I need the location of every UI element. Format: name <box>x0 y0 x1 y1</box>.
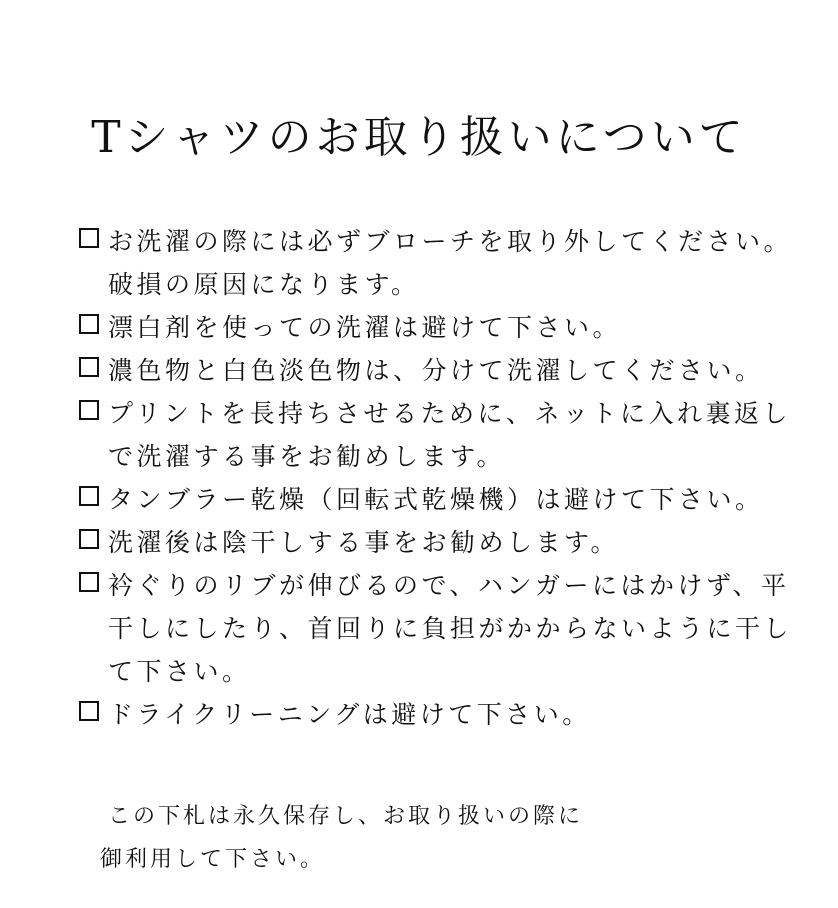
checkbox-icon <box>79 572 99 592</box>
list-item-separate-colors <box>78 349 808 392</box>
checkbox-icon <box>79 486 99 506</box>
item-text: 洗濯後は陰干しする事をお勧めします。 <box>108 528 620 557</box>
footer-note <box>100 795 583 881</box>
item-text: プリントを長持ちさせるために、ネットに入れ裏返しで洗濯する事をお勧めします。 <box>108 399 792 471</box>
item-text: 衿ぐりのリブが伸びるので、ハンガーにはかけず、平干しにしたり、首回りに負担がかからないように干して下さい。 <box>108 571 793 686</box>
list-item-wash-inside-out <box>78 392 808 478</box>
item-text: 漂白剤を使っての洗濯は避けて下さい。 <box>108 313 622 342</box>
checkbox-icon <box>79 400 99 420</box>
footer-note-line1: この下札は永久保存し、お取り扱いの際に <box>108 804 584 829</box>
checkbox-icon <box>79 529 99 549</box>
checkbox-icon <box>79 314 99 334</box>
list-item-shade-dry <box>78 521 808 564</box>
item-text: ドライクリーニングは避けて下さい。 <box>108 700 591 729</box>
checkbox-icon <box>79 357 99 377</box>
list-item-no-tumble-dry <box>78 478 808 521</box>
list-item-no-dry-cleaning <box>78 693 808 736</box>
footer-note-line2: 御利用して下さい。 <box>100 847 326 872</box>
list-item-remove-brooch <box>78 220 808 306</box>
item-text: 濃色物と白色淡色物は、分けて洗濯してください。 <box>108 356 764 385</box>
list-item-no-bleach <box>78 306 808 349</box>
care-instructions-list <box>78 220 808 736</box>
page-title: Tシャツのお取り扱いについて <box>91 112 747 163</box>
list-item-flat-dry <box>78 564 808 693</box>
checkbox-icon <box>79 228 99 248</box>
item-text: タンブラー乾燥（回転式乾燥機）は避けて下さい。 <box>108 485 764 514</box>
checkbox-icon <box>79 701 99 721</box>
item-text: お洗濯の際には必ずブローチを取り外してください。破損の原因になります。 <box>108 227 793 299</box>
